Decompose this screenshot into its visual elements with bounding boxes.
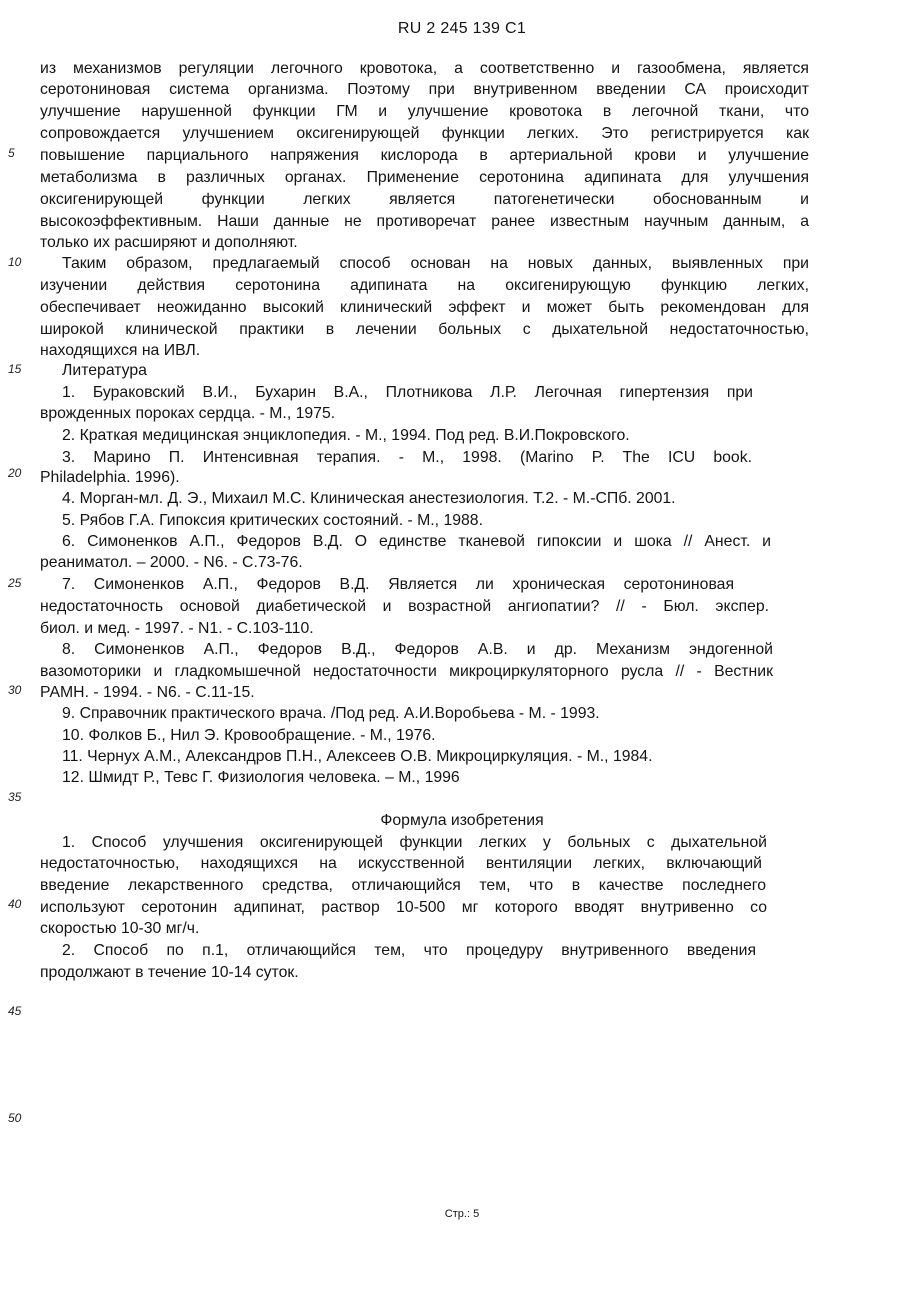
text-line: повышение парциального напряжения кислорода в артериальной крови и улучшение [40, 147, 809, 164]
line-number: 5 [8, 146, 15, 160]
text-line: Таким образом, предлагаемый способ основан на новых данных, выявленных при [62, 255, 809, 272]
text-line: серотониновая система организма. Поэтому при внутривенном введении СА происходит [40, 81, 809, 98]
line-number: 45 [8, 1004, 22, 1018]
section-heading: Формула изобретения [380, 812, 544, 829]
text-line: 7. Симоненков А.П., Федоров В.Д. Является ли хроническая серотониновая [62, 576, 734, 593]
page-number-footer: Стр.: 5 [444, 1208, 480, 1220]
text-line: 11. Чернух А.М., Александров П.Н., Алексеев О.В. Микроциркуляция. - М., 1984. [62, 748, 653, 765]
text-line: Литература [62, 362, 147, 379]
text-line: 10. Фолков Б., Нил Э. Кровообращение. - М., 1976. [62, 727, 436, 744]
text-line: метаболизма в различных органах. Применение серотонина адипината для улучшения [40, 169, 809, 186]
text-line: используют серотонин адипинат, раствор 10-500 мг которого вводят внутривенно со [40, 899, 767, 916]
text-line: 9. Справочник практического врача. /Под ред. А.И.Воробьева - М. - 1993. [62, 705, 600, 722]
text-line: высокоэффективным. Наши данные не противоречат ранее известным научным данным, а [40, 213, 809, 230]
text-line: 2. Способ по п.1, отличающийся тем, что процедуру внутривенного введения [62, 942, 756, 959]
text-line: вазомоторики и гладкомышечной недостаточности микроциркуляторного русла // - Вестник [40, 663, 773, 680]
line-number: 50 [8, 1111, 22, 1125]
text-line: реаниматол. – 2000. - N6. - С.73-76. [40, 554, 303, 571]
text-line: недостаточностью, находящихся на искусственной вентиляции легких, включающий [40, 855, 762, 872]
text-line: 8. Симоненков А.П., Федоров В.Д., Федоров А.В. и др. Механизм эндогенной [62, 641, 773, 658]
line-number: 20 [8, 466, 22, 480]
text-line: 12. Шмидт Р., Тевс Г. Физиология человека. – М., 1996 [62, 769, 460, 786]
line-number: 35 [8, 790, 22, 804]
text-line: продолжают в течение 10-14 суток. [40, 964, 299, 981]
text-line: введение лекарственного средства, отличающийся тем, что в качестве последнего [40, 877, 766, 894]
text-line: 1. Способ улучшения оксигенирующей функции легких у больных с дыхательной [62, 834, 767, 851]
text-line: изучении действия серотонина адипината на оксигенирующую функцию легких, [40, 277, 809, 294]
text-line: биол. и мед. - 1997. - N1. - С.103-110. [40, 620, 314, 637]
text-line: 5. Рябов Г.А. Гипоксия критических состояний. - М., 1988. [62, 512, 483, 529]
line-number: 25 [8, 576, 22, 590]
text-line: обеспечивает неожиданно высокий клинический эффект и может быть рекомендован для [40, 299, 809, 316]
patent-number-header: RU 2 245 139 C1 [397, 20, 527, 37]
line-number: 30 [8, 683, 22, 697]
text-line: 2. Краткая медицинская энциклопедия. - М., 1994. Под ред. В.И.Покровского. [62, 427, 630, 444]
text-line: из механизмов регуляции легочного кровотока, а соответственно и газообмена, является [40, 60, 809, 77]
text-line: оксигенирующей функции легких является патогенетически обоснованным и [40, 191, 809, 208]
text-line: только их расширяют и дополняют. [40, 234, 298, 251]
text-line: 1. Бураковский В.И., Бухарин В.А., Плотникова Л.Р. Легочная гипертензия при [62, 384, 753, 401]
text-line: РАМН. - 1994. - N6. - С.11-15. [40, 684, 255, 701]
line-number: 15 [8, 362, 22, 376]
text-line: 6. Симоненков А.П., Федоров В.Д. О единстве тканевой гипоксии и шока // Анест. и [62, 533, 771, 550]
text-line: 4. Морган-мл. Д. Э., Михаил М.С. Клиническая анестезиология. Т.2. - М.-СПб. 2001. [62, 490, 676, 507]
text-line: широкой клинической практики в лечении больных с дыхательной недостаточностью, [40, 321, 809, 338]
text-line: сопровождается улучшением оксигенирующей функции легких. Это регистрируется как [40, 125, 809, 142]
line-number: 40 [8, 897, 22, 911]
text-line: недостаточность основой диабетической и возрастной ангиопатии? // - Бюл. экспер. [40, 598, 769, 615]
text-line: 3. Марино П. Интенсивная терапия. - М., 1998. (Marino P. The ICU book. [62, 449, 752, 466]
text-line: скоростью 10-30 мг/ч. [40, 920, 200, 937]
text-line: Philadelphia. 1996). [40, 469, 180, 486]
text-line: улучшение нарушенной функции ГМ и улучшение кровотока в легочной ткани, что [40, 103, 809, 120]
text-line: находящихся на ИВЛ. [40, 342, 201, 359]
line-number: 10 [8, 255, 22, 269]
text-line: врожденных пороках сердца. - М., 1975. [40, 405, 336, 422]
